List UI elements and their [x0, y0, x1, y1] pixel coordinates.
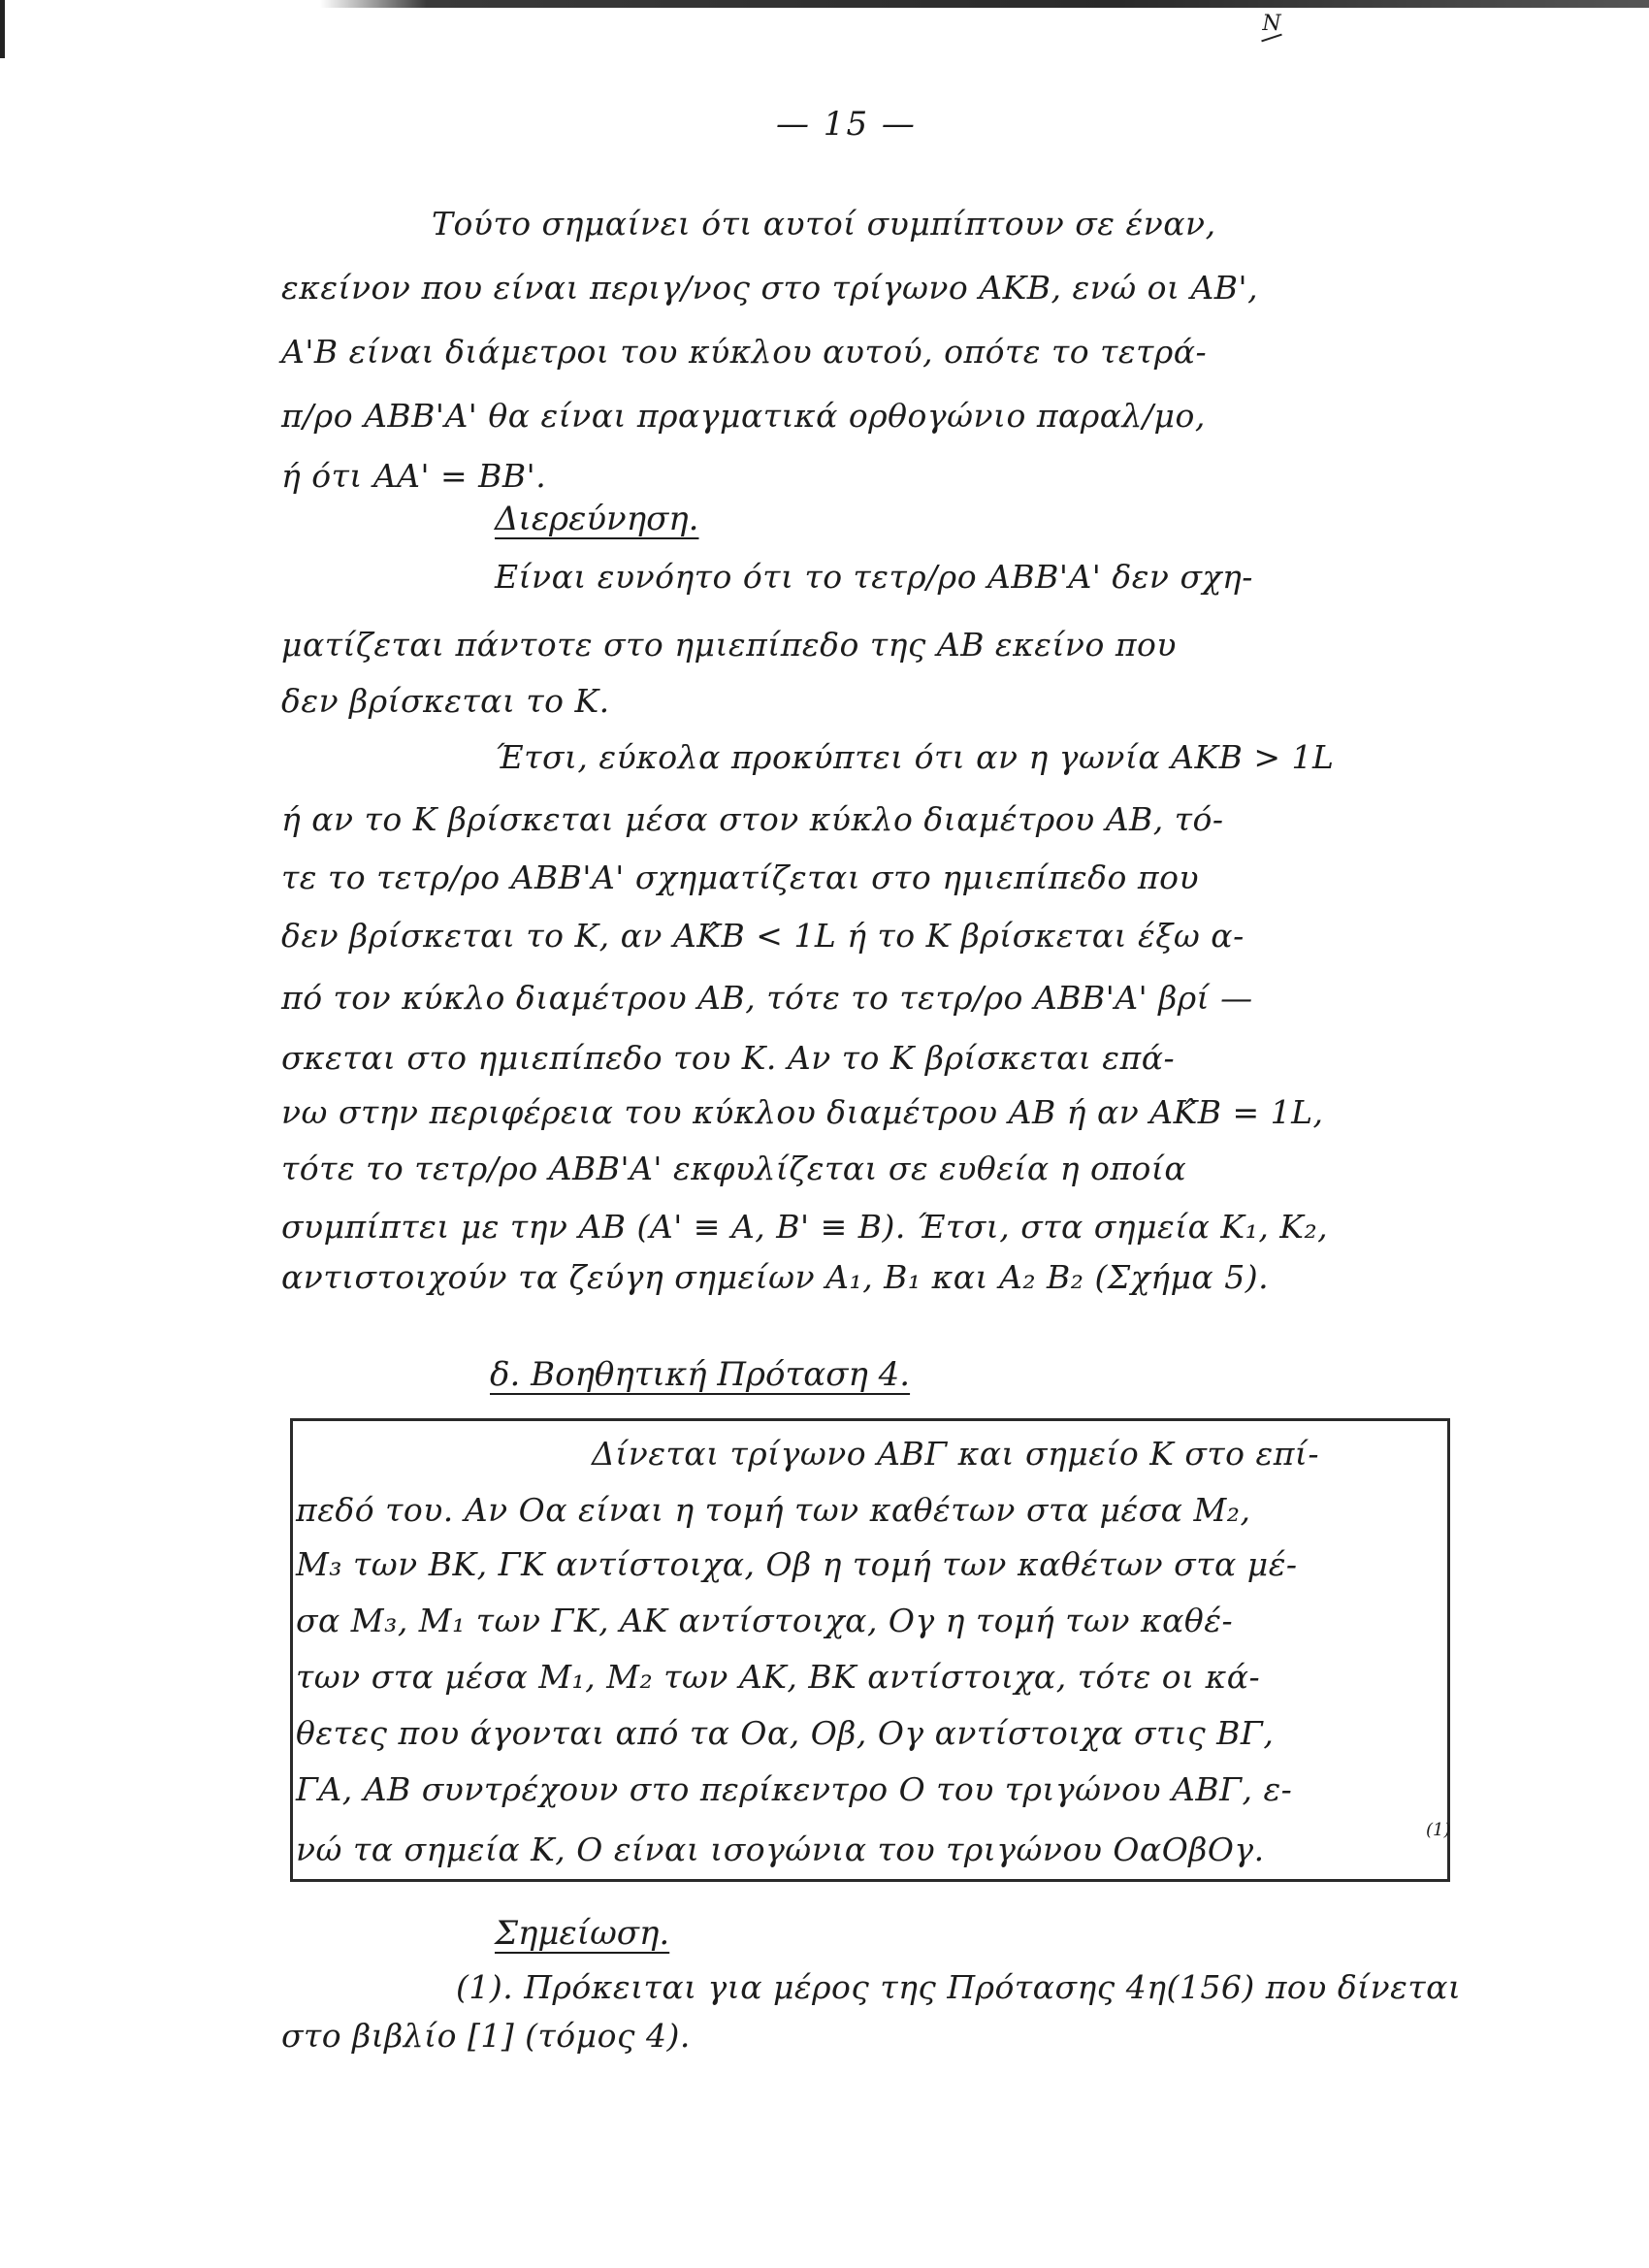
- text-line: θετες που άγονται από τα Οα, Οβ, Ογ αντίστοιχα στις ΒΓ,: [296, 1714, 1275, 1752]
- text-line: δεν βρίσκεται το Κ, αν ΑΚ̂Β < 1L ή το Κ βρίσκεται έξω α-: [281, 917, 1245, 955]
- discussion-heading: Διερεύνηση.: [495, 500, 699, 538]
- footnote-line: (1). Πρόκειται για μέρος της Πρότασης 4η(156) που δίνεται: [456, 1968, 1462, 2006]
- corner-mark-text: N: [1262, 12, 1281, 36]
- text-line: πό τον κύκλο διαμέτρου ΑΒ, τότε το τετρ/ρο ΑΒΒ'Α' βρί —: [281, 979, 1253, 1017]
- text-line: Μ₃ των ΒΚ, ΓΚ αντίστοιχα, Οβ η τομή των καθέτων στα μέ-: [296, 1545, 1298, 1583]
- text-line: δεν βρίσκεται το Κ.: [281, 682, 610, 720]
- text-line: Α'Β είναι διάμετροι του κύκλου αυτού, οπότε το τετρά-: [281, 333, 1208, 371]
- scan-top-edge: [320, 0, 1649, 8]
- text-line: Είναι ευνόητο ότι το τετρ/ρο ΑΒΒ'Α' δεν σχη-: [495, 558, 1253, 596]
- text-line: ΓΑ, ΑΒ συντρέχουν στο περίκεντρο Ο του τριγώνου ΑΒΓ, ε-: [296, 1770, 1293, 1808]
- page-number: — 15 —: [776, 105, 917, 144]
- text-line: τε το τετρ/ρο ΑΒΒ'Α' σχηματίζεται στο ημιεπίπεδο που: [281, 859, 1200, 896]
- footnote-marker: (1): [1426, 1820, 1451, 1840]
- text-line: ή ότι ΑΑ' = ΒΒ'.: [281, 457, 547, 495]
- text-line: σκεται στο ημιεπίπεδο του Κ. Αν το Κ βρίσκεται επά-: [281, 1039, 1176, 1077]
- text-line: σα Μ₃, Μ₁ των ΓΚ, ΑΚ αντίστοιχα, Ογ η τομή των καθέ-: [296, 1602, 1234, 1639]
- corner-mark: [1261, 14, 1282, 39]
- text-line: Τούτο σημαίνει ότι αυτοί συμπίπτουν σε έναν,: [432, 205, 1216, 243]
- proposition-box: [290, 1418, 1450, 1882]
- note-heading: Σημείωση.: [495, 1914, 670, 1953]
- footnote-line: στο βιβλίο [1] (τόμος 4).: [281, 2017, 691, 2055]
- text-line: ή αν το Κ βρίσκεται μέσα στον κύκλο διαμέτρου ΑΒ, τό-: [281, 800, 1224, 838]
- text-line: νώ τα σημεία Κ, Ο είναι ισογώνια του τριγώνου ΟαΟβΟγ.: [296, 1831, 1265, 1868]
- text-line: αντιστοιχούν τα ζεύγη σημείων Α₁, Β₁ και Α₂ Β₂ (Σχήμα 5).: [281, 1258, 1270, 1296]
- scan-left-edge: [0, 0, 5, 58]
- text-line: ματίζεται πάντοτε στο ημιεπίπεδο της ΑΒ εκείνο που: [281, 626, 1177, 664]
- text-line: εκείνον που είναι περιγ/νος στο τρίγωνο ΑΚΒ, ενώ οι ΑΒ',: [281, 269, 1259, 307]
- text-line: νω στην περιφέρεια του κύκλου διαμέτρου ΑΒ ή αν ΑΚ̂Β = 1L,: [281, 1093, 1324, 1131]
- text-line: Δίνεται τρίγωνο ΑΒΓ και σημείο Κ στο επί-: [592, 1435, 1319, 1473]
- text-line: Έτσι, εύκολα προκύπτει ότι αν η γωνία ΑΚΒ > 1L: [495, 738, 1335, 776]
- text-line: συμπίπτει με την ΑΒ (Α' ≡ Α, Β' ≡ Β). Έτσι, στα σημεία Κ₁, Κ₂,: [281, 1208, 1329, 1246]
- text-line: τότε το τετρ/ρο ΑΒΒ'Α' εκφυλίζεται σε ευθεία η οποία: [281, 1150, 1187, 1187]
- proposition-heading: δ. Βοηθητική Πρόταση 4.: [490, 1355, 911, 1394]
- text-line: π/ρο ΑΒΒ'Α' θα είναι πραγματικά ορθογώνιο παραλ/μο,: [281, 397, 1206, 435]
- text-line: πεδό του. Αν Οα είναι η τομή των καθέτων στα μέσα Μ₂,: [296, 1491, 1251, 1529]
- text-line: των στα μέσα Μ₁, Μ₂ των ΑΚ, ΒΚ αντίστοιχα, τότε οι κά-: [296, 1658, 1261, 1696]
